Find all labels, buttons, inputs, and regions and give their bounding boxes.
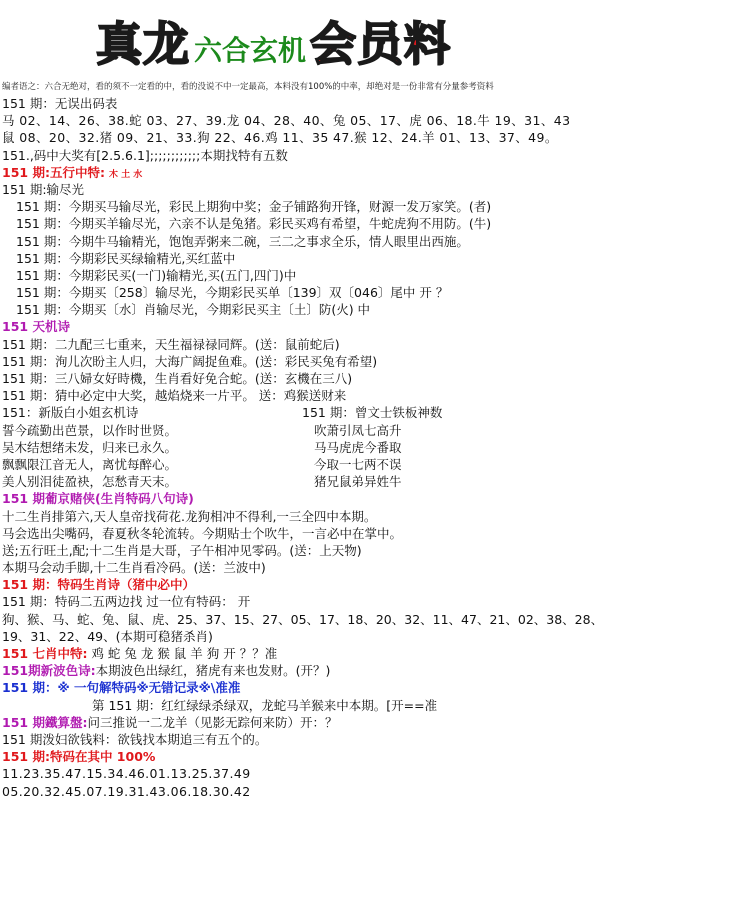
poem-right: 马马虎虎今番取 (314, 439, 402, 455)
poem-left: 誓今疏勤出芭景，以作时世贤。 (2, 422, 178, 438)
text-line: 狗、猴、马、蛇、兔、鼠、虎、25、37、15、27、05、17、18、20、32、11、47、21、02、38、28、 (2, 611, 604, 627)
number-line: 05.20.32.45.07.19.31.43.06.18.30.42 (2, 783, 251, 799)
text-line: 第 151 期：红红绿绿杀绿双，龙蛇马羊猴来中本期。[开==准 (92, 697, 438, 713)
page-header (0, 0, 744, 78)
text-line: 151 期:输尽光 (2, 181, 85, 197)
text-line: 十二生肖排第六,天人皇帝找荷花.龙狗相冲不得利,一三全四中本期。 (2, 508, 377, 524)
text-line: 鼠 08、20、32.猪 09、21、33.狗 22、46.鸡 11、35 47.猴 12、24.羊 01、13、37、49。 (2, 130, 558, 146)
section-heading: 151 期鐵算盤: (2, 714, 88, 730)
seven-zodiac-value: 鸡 蛇 兔 龙 猴 鼠 羊 狗 开 ？？准 (91, 646, 278, 661)
section-heading: 151 期葡京赌侠(生肖特码八句诗) (2, 491, 194, 507)
text-line: 151 期泼妇欲钱料：欲钱找本期追三有五个的。 (2, 731, 268, 747)
text-line: 马会选出尖嘴码，春夏秋冬轮流转。今期贴士个吹牛，一言必中在掌中。 (2, 525, 403, 541)
section-heading: 151 期：特码生肖诗（猪中必中） (2, 577, 195, 593)
document-body (2, 95, 742, 800)
section-heading: 151 期：※ 一句解特码※无错记录※\准准 (2, 680, 241, 696)
section-heading: 151 七肖中特: (2, 646, 88, 661)
section-heading: 151 天机诗 (2, 319, 70, 335)
poem-left: 吴木结想绪未发，归来已永久。 (2, 439, 178, 455)
section-heading: 151 期:五行中特: (2, 164, 105, 180)
poem-left: 飘飘限江音无人，离忧每醉心。 (2, 456, 178, 472)
poem-right: 今取一七两不误 (314, 456, 402, 472)
two-column-row (2, 439, 742, 456)
site-logo (96, 8, 452, 71)
text-line: 151 期：无误出码表 (2, 96, 118, 111)
text-line: 151 期：今期彩民买(一门)输精光,买(五门,四门)中 (16, 267, 297, 283)
two-column-row (2, 473, 742, 490)
text-line: 151 期：今期买马输尽光，彩民上期狗中奖；金子铺路狗开锋，财源一发万家笑。(者) (16, 199, 492, 215)
section-heading: 151期新波色诗: (2, 663, 96, 679)
wave-color-value: 本期波色出绿红，猪虎有来也发财。(开？) (95, 663, 331, 679)
logo-text-3: 会员料 (310, 17, 452, 71)
logo-text-1: 真龙 (96, 17, 190, 71)
text-line: 151 期：二九配三七重来，天生福禄禄同辉。(送：鼠前蛇后) (2, 336, 340, 352)
abacus-value: 问三推说一二龙羊（见影无踪何来防）开：？ (87, 714, 338, 730)
poem-left: 美人别泪徒盈袂，怎愁青天末。 (2, 474, 178, 490)
two-column-row (2, 456, 742, 473)
text-line: 151 期：今期买〔水〕肖输尽光，今期彩民买主〔土〕防(火) 中 (16, 302, 371, 318)
two-column-row (2, 404, 742, 421)
poem-right: 猪兄鼠弟异姓牛 (314, 474, 402, 490)
poem-right: 吹萧引凤七高升 (314, 422, 402, 438)
text-line: 本期马会动手脚,十二生肖看冷码。(送：兰波中) (2, 560, 266, 576)
text-line: 151 期：洵儿次盼主人归，大海广阔捉鱼难。(送：彩民买兔有希望) (2, 353, 378, 369)
text-line: 19、31、22、49、(本期可稳猪杀肖) (2, 628, 213, 644)
abacus-line (2, 714, 742, 731)
logo-text-2: 六合玄机 (194, 34, 307, 67)
seven-zodiac-line (2, 645, 742, 662)
disclaimer: 编者语之：六合无绝对，看的须不一定看的中，看的没说不中一定最高，本料没有100%的中率，却绝对是一份非常有分量参考资料 (2, 82, 494, 92)
text-line: 151 期：今期牛马输精光，饱饱弄粥来二碗，三二之事求全乐，情人眼里出西施。 (16, 233, 469, 249)
wave-color-line (2, 662, 742, 679)
text-line: 151 期：三八婦女好時機，生肖看好免合蛇。(送：玄機在三八) (2, 371, 353, 386)
poem-right: 151 期：曾文士铁板神数 (302, 405, 443, 421)
five-elements-value: 木 土 水 (108, 169, 143, 180)
two-column-row (2, 422, 742, 439)
number-line: 11.23.35.47.15.34.46.01.13.25.37.49 (2, 766, 251, 782)
text-line: 151 期：今期买〔258〕输尽光，今期彩民买单〔139〕双〔046〕尾中 开 ？ (16, 285, 449, 301)
poem-left: 151：新版白小姐玄机诗 (2, 405, 139, 421)
five-elements-line (2, 164, 742, 181)
text-line: 151.,码中大奖有[2.5.6.1];;;;;;;;;;;;本期找特有五数 (2, 147, 288, 163)
text-line: 送;五行旺土,配;十二生肖是大哥，子午相冲见零码。(送：上天物) (2, 542, 362, 558)
text-line: 151 期：今期买羊输尽光，六亲不认是兔猪。彩民买鸡有希望，牛蛇虎狗不用防。(牛) (16, 216, 492, 232)
text-line: 151 期：特码二五两边找 过一位有特码： 开 (2, 594, 251, 610)
text-line: 151 期：今期彩民买绿输精光,买红蓝中 (16, 250, 236, 266)
text-line: 151 期：猜中必定中大奖，越焰烧来一片平。 送：鸡猴送财来 (2, 388, 347, 404)
text-line: 马 02、14、26、38.蛇 03、27、39.龙 04、28、40、兔 05、17、虎 06、18.牛 19、31、43 (2, 113, 571, 129)
section-heading: 151 期:特码在其中 100% (2, 749, 156, 765)
